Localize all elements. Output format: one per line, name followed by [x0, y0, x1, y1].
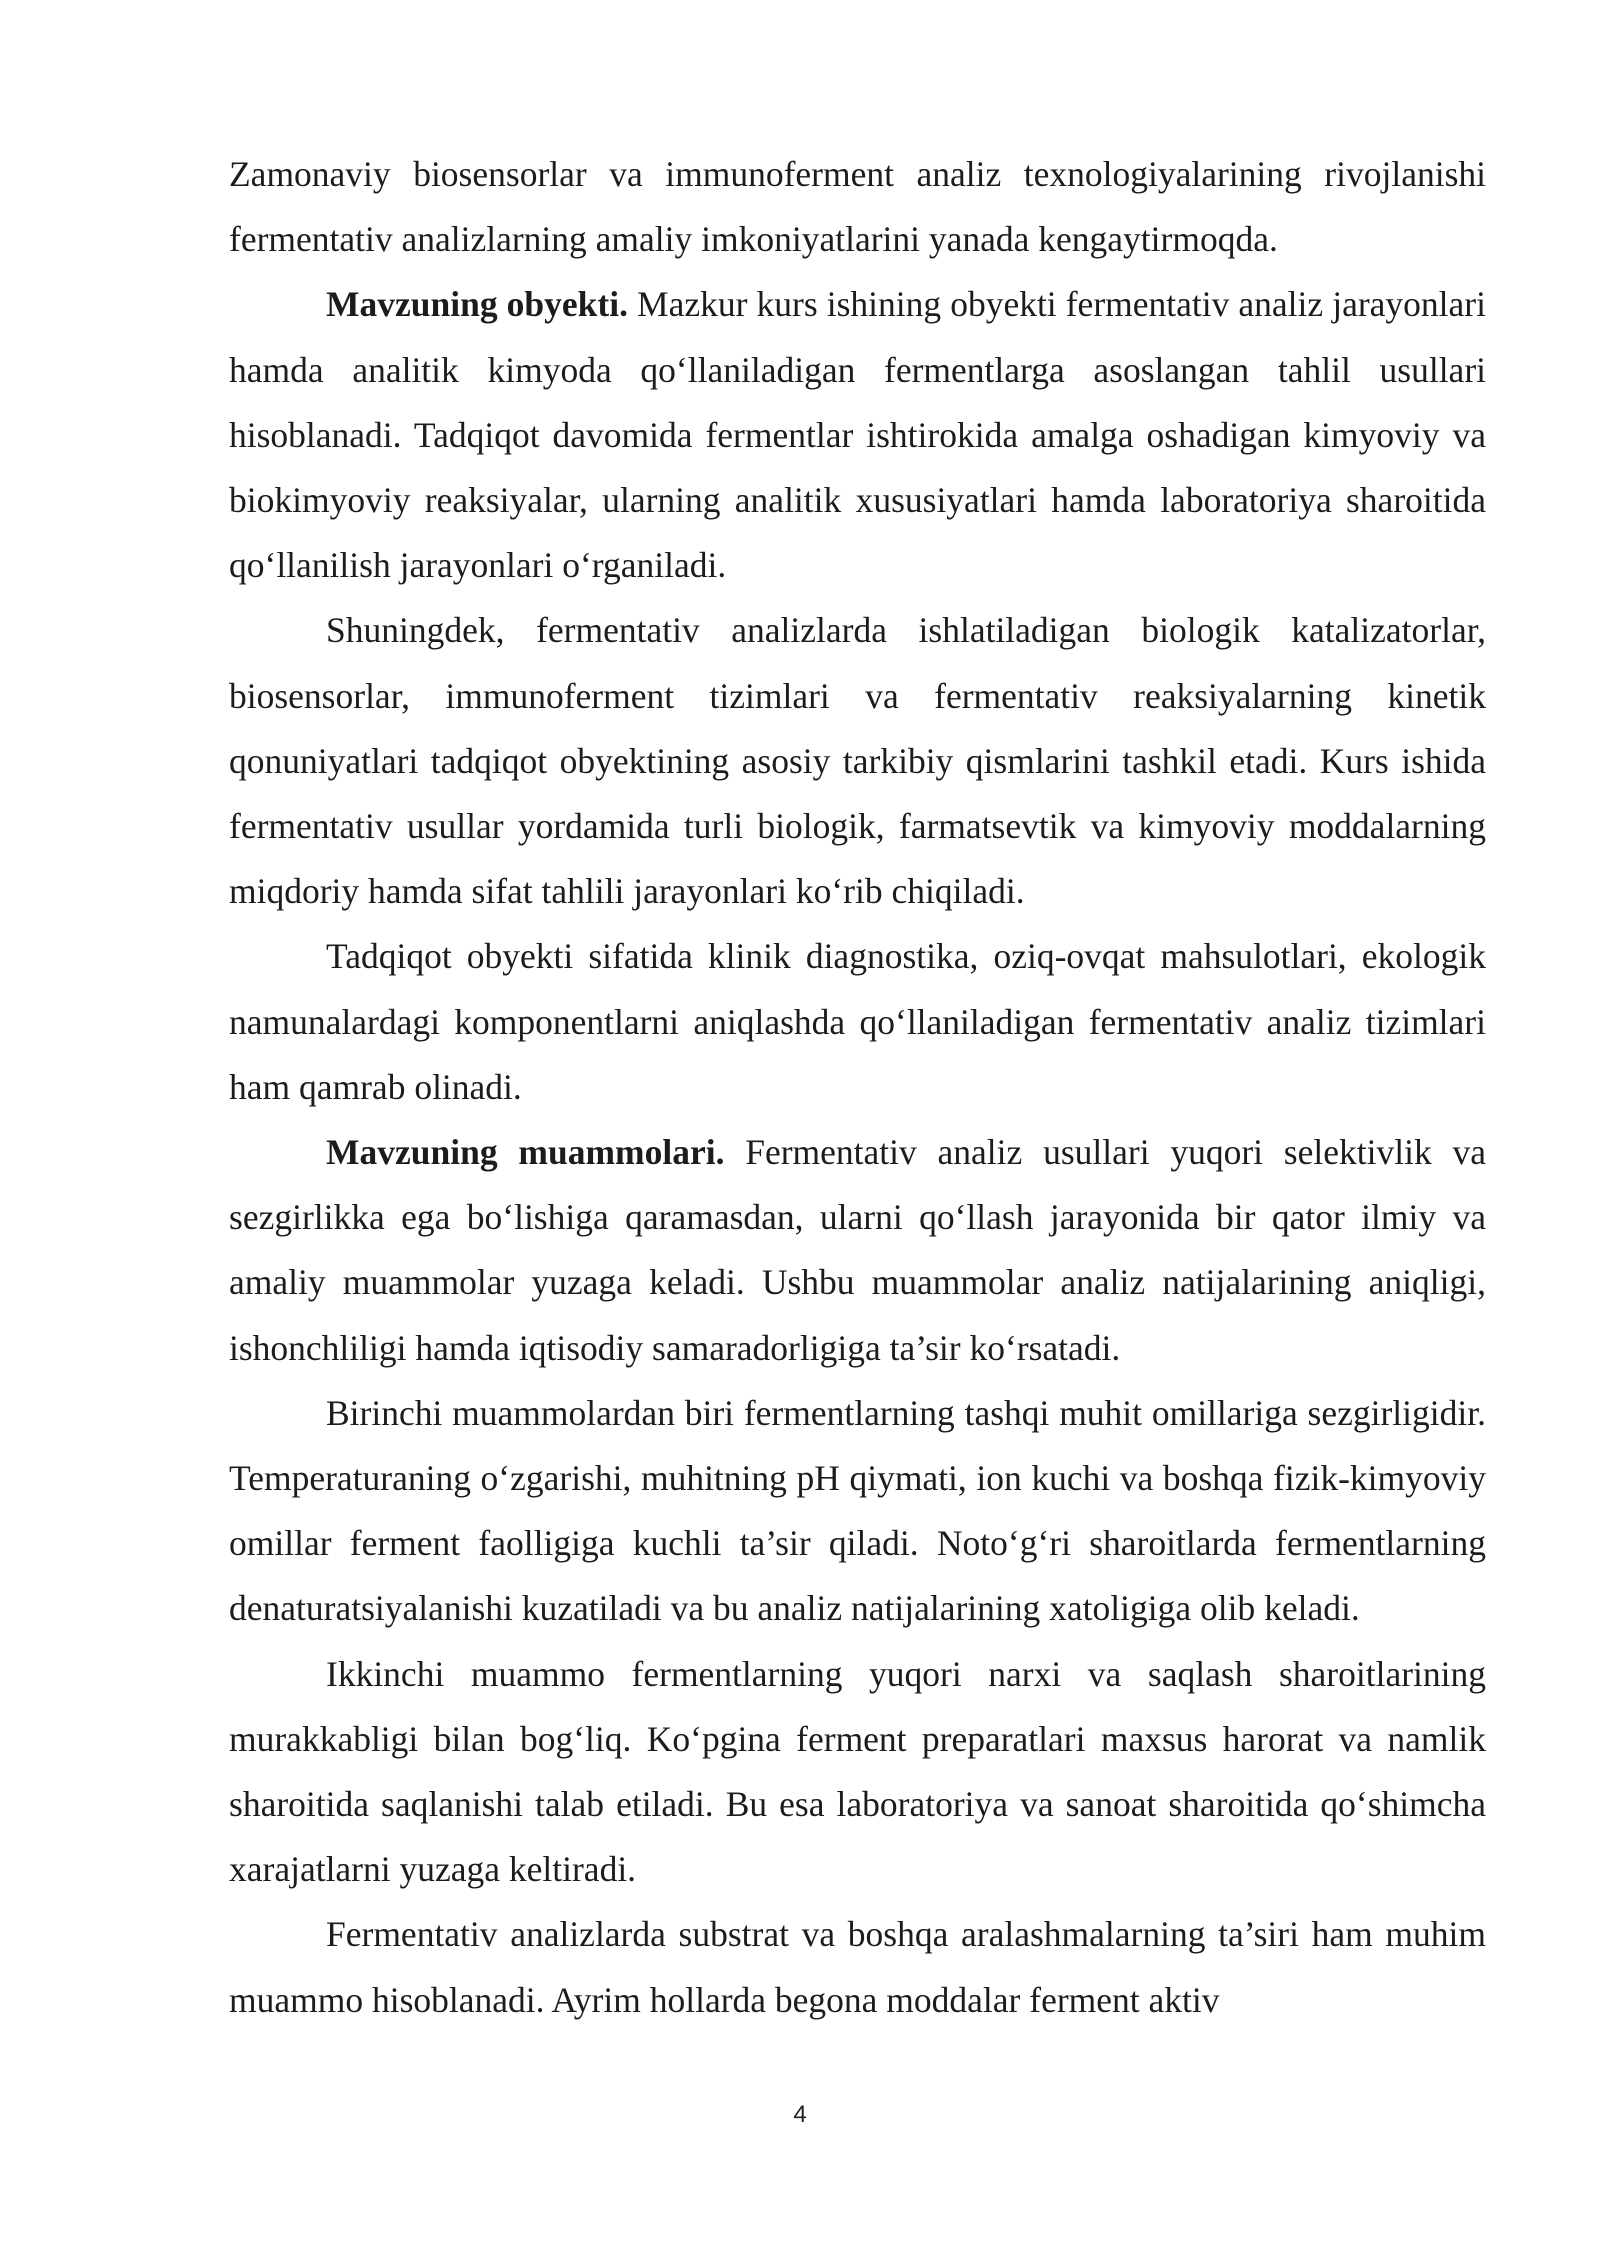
section-heading-object: Mavzuning obyekti.: [326, 284, 628, 325]
paragraph-text: Birinchi muammolardan biri fermentlarning tashqi muhit omillariga sezgirligidir. Temperaturaning o‘zgarishi, muhitning pH qiymati, ion kuchi va boshqa fizik-kimyoviy omillar ferment faolligiga kuchli ta’sir qiladi. Noto‘g‘ri sharoitlarda fermentlarning denaturatsiyalanishi kuzatiladi va bu analiz natijalarining xatoligiga olib keladi.: [229, 1392, 1486, 1629]
page-number: 4: [793, 2101, 807, 2128]
paragraph: [229, 1902, 1486, 2032]
paragraph-text: Zamonaviy biosensorlar va immunoferment analiz texnologiyalarining rivojlanishi fermentativ analizlarning amaliy imkoniyatlarini yanada kengaytirmoqda.: [229, 154, 1486, 260]
section-heading-problems: Mavzuning muammolari.: [326, 1132, 725, 1173]
paragraph-object: [229, 272, 1486, 598]
paragraph: [229, 1381, 1486, 1642]
paragraph: [229, 598, 1486, 924]
paragraph-text: Fermentativ analizlarda substrat va boshqa aralashmalarning ta’siri ham muhim muammo hisoblanadi. Ayrim hollarda begona moddalar ferment aktiv: [229, 1914, 1486, 2020]
document-body: [229, 142, 1486, 2033]
paragraph-text: Mazkur kurs ishining obyekti fermentativ analiz jarayonlari hamda analitik kimyoda qo‘llaniladigan fermentlarga asoslangan tahlil usullari hisoblanadi. Tadqiqot davomida fermentlar ishtirokida amalga oshadigan kimyoviy va biokimyoviy reaksiyalar, ularning analitik xususiyatlari hamda laboratoriya sharoitida qo‘llanilish jarayonlari o‘rganiladi.: [229, 284, 1486, 586]
paragraph-text: Ikkinchi muammo fermentlarning yuqori narxi va saqlash sharoitlarining murakkabligi bilan bog‘liq. Ko‘pgina ferment preparatlari maxsus harorat va namlik sharoitida saqlanishi talab etiladi. Bu esa laboratoriya va sanoat sharoitida qo‘shimcha xarajatlarni yuzaga keltiradi.: [229, 1653, 1486, 1890]
paragraph-text: Tadqiqot obyekti sifatida klinik diagnostika, oziq-ovqat mahsulotlari, ekologik namunalardagi komponentlarni aniqlashda qo‘llaniladigan fermentativ analiz tizimlari ham qamrab olinadi.: [229, 936, 1486, 1107]
paragraph: [229, 1642, 1486, 1903]
paragraph: [229, 142, 1486, 272]
paragraph-text: Shuningdek, fermentativ analizlarda ishlatiladigan biologik katalizatorlar, biosensorlar, immunoferment tizimlari va fermentativ reaksiyalarning kinetik qonuniyatlari tadqiqot obyektining asosiy tarkibiy qismlarini tashkil etadi. Kurs ishida fermentativ usullar yordamida turli biologik, farmatsevtik va kimyoviy moddalarning miqdoriy hamda sifat tahlili jarayonlari ko‘rib chiqiladi.: [229, 610, 1486, 912]
paragraph-text: Fermentativ analiz usullari yuqori selektivlik va sezgirlikka ega bo‘lishiga qaramasdan, ularni qo‘llash jarayonida bir qator ilmiy va amaliy muammolar yuzaga keladi. Ushbu muammolar analiz natijalarining aniqligi, ishonchliligi hamda iqtisodiy samaradorligiga ta’sir ko‘rsatadi.: [229, 1132, 1486, 1368]
paragraph-problems: [229, 1120, 1486, 1381]
paragraph: [229, 924, 1486, 1120]
